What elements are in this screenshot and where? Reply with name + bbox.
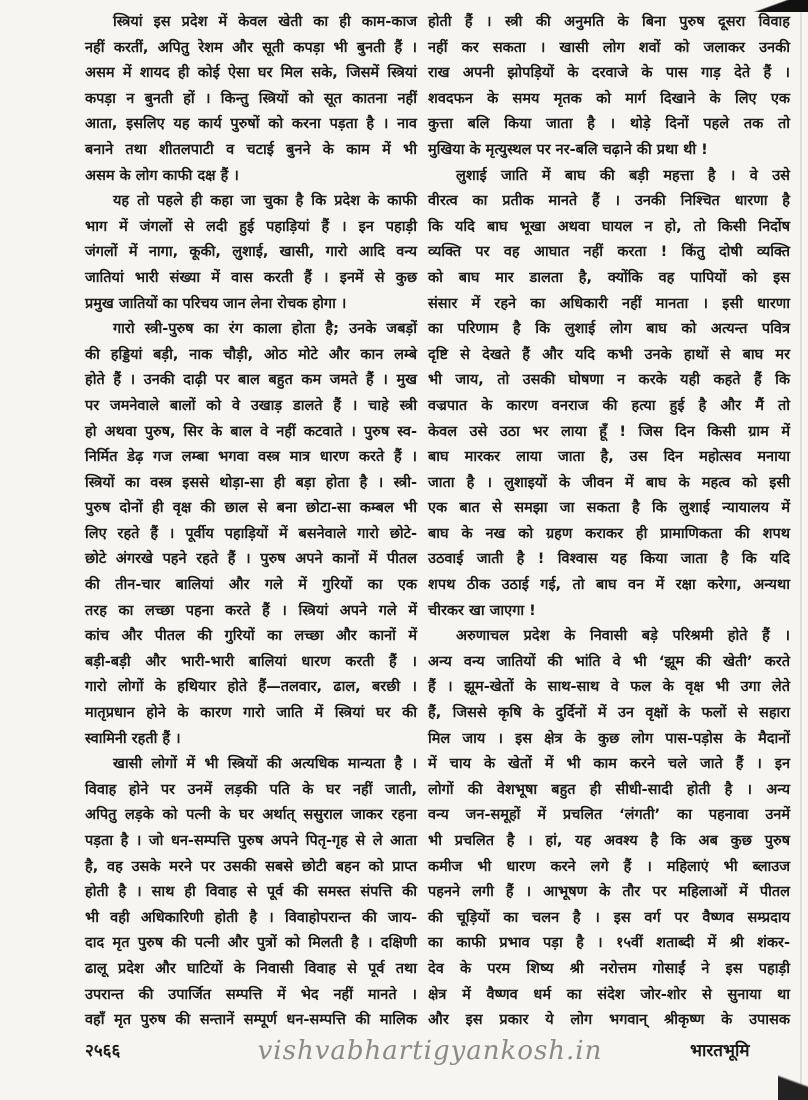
text-line: स्त्रियों का वस्त्र इससे थोड़ा-सा ही बड़ा होता है । स्त्री- [85, 474, 417, 491]
text-line: वज्रपात के कारण वनराज की हत्या हुई है और मैं तो [428, 397, 790, 414]
journal-name: भारतभूमि [690, 1041, 750, 1061]
text-line: बनाने तथा शीतलपाटी व चटाई बुनने के काम में भी [85, 141, 417, 158]
text-line: व्यक्ति पर वह आघात नहीं करता ! किंतु दोषी व्यक्ति [428, 244, 790, 261]
text-line: तरह का लच्छा पहना करते हैं । स्त्रियां अपने गले में [85, 602, 417, 619]
text-line: भी वही अधिकारिणी होती है । विवाहोपरान्त की जाय- [85, 909, 417, 926]
text-line: असम के लोग काफी दक्ष हैं । [85, 167, 239, 184]
text-line: शपथ ठीक उठाई गई, तो बाघ वन में रक्षा करेगा, अन्यथा [428, 577, 790, 594]
text-line: निर्मित डेढ़ गज लम्बा भगवा वस्त्र मात्र धारण करते हैं । [85, 449, 417, 466]
text-line: स्वामिनी रहती हैं । [85, 730, 181, 747]
text-line: चीरकर खा जाएगा ! [428, 602, 536, 619]
text-line: है, वह उसके मरने पर उसकी सबसे छोटी बहन को प्राप्त [85, 858, 417, 875]
text-line: अन्य वन्य जातियों की भांति वे भी ‘झूम की खेती’ करते [428, 653, 790, 670]
text-line: विवाह होने पर उनमें लड़की पति के घर नहीं जाती, [85, 781, 417, 798]
text-line: कपड़ा न बुनती हों । किन्तु स्त्रियों को सूत कातना नहीं [85, 90, 417, 107]
text-line: अपितु लड़के को पत्नी के घर अर्थात् ससुराल जाकर रहना [85, 807, 417, 824]
text-line: अरुणाचल प्रदेश के निवासी बड़े परिश्रमी होते हैं । [456, 628, 790, 645]
text-line: भी प्रचलित है । हां, यह अवश्य है कि अब कुछ पुरुष [428, 833, 790, 849]
text-line: कि यदि बाघ भूखा अथवा घायल न हो, तो किसी निर्दोष [428, 218, 790, 235]
text-line: हो अथवा पुरुष, सिर के बाल वे नहीं कटवाते । पुरुष स्व- [85, 423, 417, 440]
text-line: बड़ी-बड़ी और भारी-भारी बालियां धारण करती हैं । [85, 653, 417, 670]
watermark: vishvabhartigyankosh.in [257, 1036, 603, 1066]
text-line: भी जाय, तो उसकी घोषणा न करके यही कहते हैं कि [428, 372, 790, 389]
paragraph [428, 164, 790, 625]
text-line: नहीं करतीं, अपितु रेशम और सूती कपड़ा भी बुनती हैं । [85, 39, 417, 56]
text-line: लिए रहते हैं । पूर्वीय पहाड़ियों में बसनेवाले गारो छोटे- [85, 525, 417, 542]
text-line: बाघ के नख को ग्रहण कराकर ही प्रामाणिकता की शपथ [428, 525, 790, 542]
text-line: गारो स्त्री-पुरुष का रंग काला होता है; उनके जबड़ों [113, 321, 417, 338]
text-line: पर जमनेवाले बालों को वे उखाड़ डालते हैं । चाहे स्त्री [85, 397, 417, 414]
paragraph [85, 317, 417, 752]
page-number: २५६६ [85, 1041, 121, 1061]
text-line: छोटे अंगरखे पहने रहते हैं । पुरुष अपने कानों में पीतल [85, 551, 417, 568]
text-line: स्त्रियां इस प्रदेश में केवल खेती का ही काम-काज [113, 14, 417, 30]
text-line: उठवाई जाती है ! विश्वास यह किया जाता है कि यदि [428, 551, 790, 568]
text-line: देव के परम शिष्य श्री नरोत्तम गोसाईं ने इस पहाड़ी [428, 960, 790, 977]
text-line: ढालू प्रदेश और घाटियों के निवासी विवाह से पूर्व तथा [85, 960, 417, 977]
text-line: संसार में रहने का अधिकारी नहीं मानता । इसी धारणा [428, 295, 790, 312]
text-line: हैं, जिससे कृषि के दुर्दिनों में उन वृक्षों के फलों से सहारा [428, 705, 790, 722]
text-line: वन्य जन-समूहों में प्रचलित ‘लंगती’ का पहनावा उनमें [428, 807, 790, 824]
text-line: क्षेत्र में वैष्णव धर्म का संदेश जोर-शोर से सुनाया था [428, 986, 790, 1003]
paragraph [85, 752, 417, 1034]
text-line: जंगलों में नागा, कूकी, लुशाई, खासी, गारो आदि वन्य [85, 244, 417, 261]
text-line: होती हैं । स्त्री की अनुमति के बिना पुरुष दूसरा विवाह [428, 14, 790, 30]
text-line: दाद मृत पुरुष की पत्नी और पुत्रों को मिलती है । दक्षिणी [85, 935, 417, 952]
text-line: पड़ता है । जो धन-सम्पत्ति पुरुष अपने पितृ-गृह से ले आता [85, 833, 417, 849]
text-line: होती है । साथ ही विवाह से पूर्व की समस्त संपत्ति की [85, 884, 417, 901]
left-column [85, 10, 417, 1034]
text-line: का परिणाम है कि लुशाई लोग बाघ को अत्यन्त पवित्र [428, 321, 790, 338]
text-line: कांच और पीतल की गुरियों का लच्छा और कानों में [85, 628, 417, 645]
text-line: और इस प्रकार ये लोग भगवान् श्रीकृष्ण के उपासक [428, 1012, 790, 1029]
text-line: कुत्ता बलि किया जाता है । थोड़े दिनों पहले तक तो [428, 116, 790, 133]
text-line: हैं । झूम-खेतों के साथ-साथ वे फल के वृक्ष भी उगा लेते [428, 679, 790, 696]
paragraph [428, 10, 790, 164]
text-line: खासी लोगों में भी स्त्रियों की अत्यधिक मान्यता है । [113, 756, 417, 773]
text-line: यह तो पहले ही कहा जा चुका है कि प्रदेश के काफी [113, 193, 417, 210]
text-line: आता, इसलिए यह कार्य पुरुषों को करना पड़ता है । नाव [85, 116, 417, 133]
text-line: दृष्टि से देखते हैं और यदि कभी उनके हाथों से बाघ मर [428, 346, 790, 363]
paragraph [85, 189, 417, 317]
text-line: भाग में जंगलों से लदी हुई पहाड़ियां हैं । इन पहाड़ी [85, 218, 417, 235]
text-line: होते हैं । उनकी दाढ़ी पर बाल बहुत कम जमते हैं । मुख [85, 372, 417, 389]
text-line: असम में शायद ही कोई ऐसा घर मिल सके, जिसमें स्त्रियां [85, 65, 417, 82]
text-line: लुशाई जाति में बाघ की बड़ी महत्ता है । वे उसे [456, 167, 790, 184]
text-line: केवल उसे उठा भर लाया हूँ ! जिस दिन किसी ग्राम में [428, 423, 790, 440]
text-line: राख अपनी झोपड़ियों के दरवाजे के पास गाड़ देते हैं । [428, 65, 790, 82]
text-line: गारो लोगों के हथियार होते हैं—तलवार, ढाल, बरछी । [85, 679, 417, 696]
paragraph [85, 10, 417, 189]
text-line: की चूड़ियों का चलन है । इस वर्ग पर वैष्णव सम्प्रदाय [428, 909, 790, 926]
text-line: को बाघ मार डालता है, क्योंकि वह पापियों को इस [428, 269, 790, 286]
page-edge [800, 0, 802, 1100]
text-line: कमीज भी धारण करने लगे हैं । महिलाएं भी ब्लाउज [428, 858, 790, 875]
text-line: की हड्डियां बड़ी, नाक चौड़ी, ओठ मोटे और कान लम्बे [85, 346, 417, 363]
text-line: प्रमुख जातियों का परिचय जान लेना रोचक होगा । [85, 295, 347, 312]
text-line: लोगों की वेशभूषा बहुत ही सीधी-सादी होती है । अन्य [428, 781, 790, 798]
text-line: मुखिया के मृत्युस्थल पर नर-बलि चढ़ाने की प्रथा थी ! [428, 141, 708, 158]
text-line: शवदफन के समय मृतक को मार्ग दिखाने के लिए एक [428, 90, 790, 107]
text-line: नहीं कर सकता । खासी लोग शवों को जलाकर उनकी [428, 39, 790, 56]
text-line: उपरान्त की उपार्जित सम्पत्ति में भेद नहीं मानते । [85, 986, 417, 1003]
paragraph [428, 624, 790, 1034]
text-line: मातृप्रधान होने के कारण गारो जाति में स्त्रियां घर की [85, 705, 417, 722]
text-line: जातियां भारी संख्या में वास करती हैं । इनमें से कुछ [85, 269, 417, 286]
text-line: पुरुष दोनों ही वृक्ष की छाल से बना छोटा-सा कम्बल भी [85, 500, 417, 517]
text-line: जाता है । लुशाइयों के जीवन में बाघ के महत्व को इसी [428, 474, 790, 491]
right-column [428, 10, 790, 1034]
text-line: वीरत्व का प्रतीक मानते हैं । उनकी निश्चित धारणा है [428, 193, 790, 210]
text-line: का काफी प्रभाव पड़ा है । १५वीं शताब्दी में श्री शंकर- [428, 935, 790, 952]
scan-shadow [778, 1060, 808, 1100]
text-line: बाघ मारकर लाया जाता है, उस दिन महोत्सव मनाया [428, 449, 790, 466]
text-line: मिल जाय । इस क्षेत्र के कुछ लोग पास-पड़ोस के मैदानों [428, 730, 790, 747]
text-line: एक बात से समझा जा सकता है कि लुशाई न्यायालय में [428, 500, 790, 517]
text-line: वहाँ मृत पुरुष की सन्तानें सम्पूर्ण धन-सम्पत्ति की मालिक [85, 1012, 417, 1029]
text-line: पहनने लगी हैं । आभूषण के तौर पर महिलाओं में पीतल [428, 884, 790, 901]
text-line: की तीन-चार बालियां और गले में गुरियों का एक [85, 577, 417, 594]
text-line: में चाय के खेतों में भी काम करने चले जाते हैं । इन [428, 756, 790, 773]
